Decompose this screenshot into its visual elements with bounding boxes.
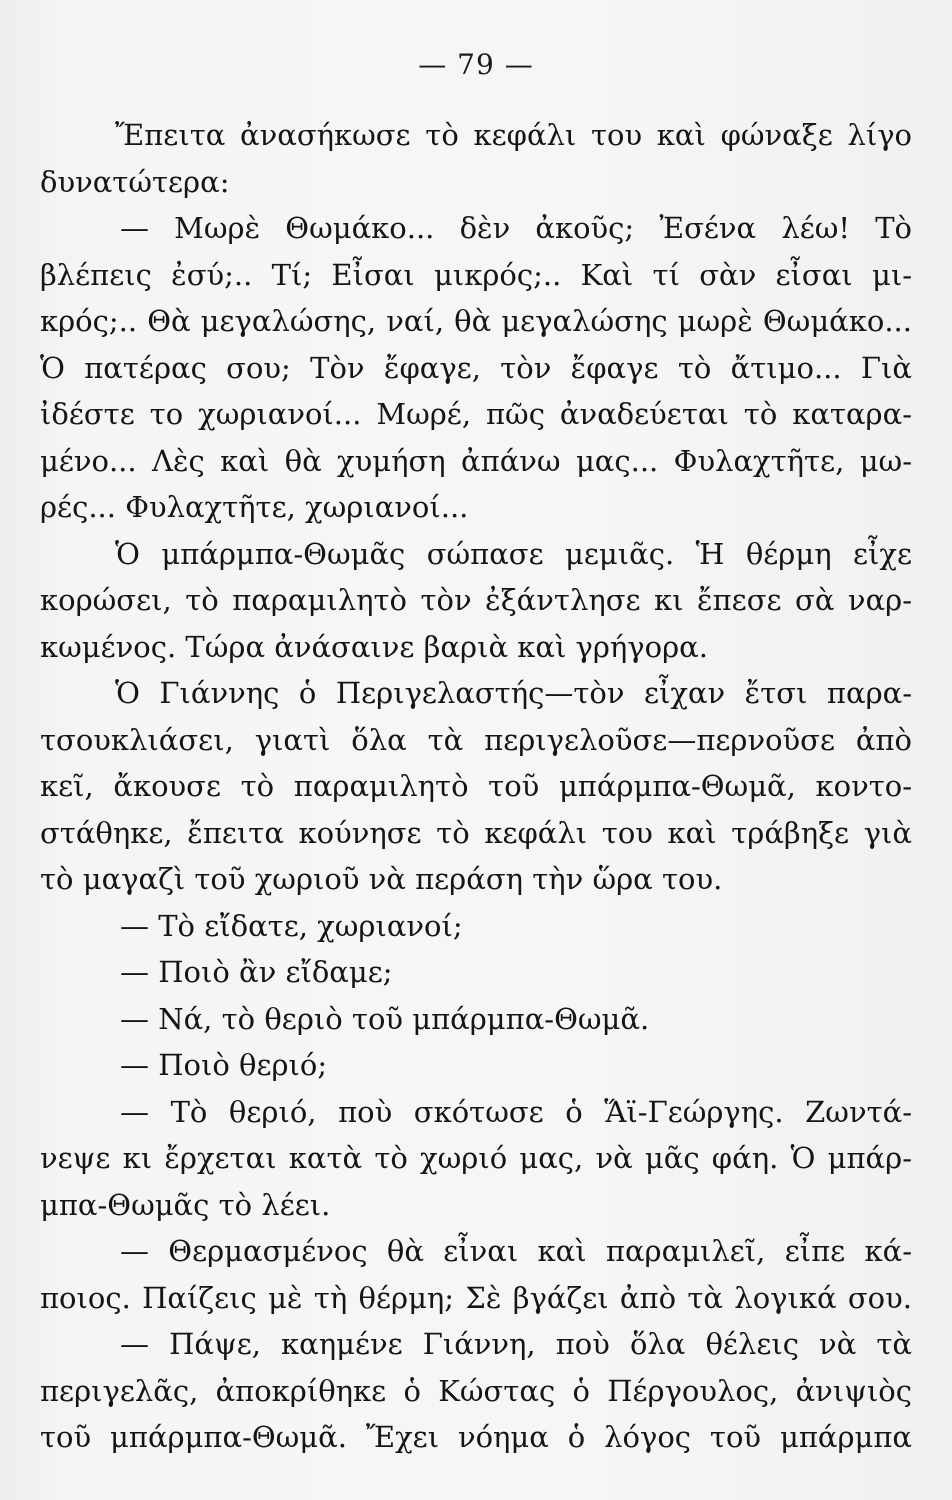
- text-line: κρός;.. Θὰ μεγαλώσης, ναί, θὰ μεγαλώσης μωρὲ Θωμάκο...: [40, 304, 912, 338]
- text-line: κορώσει, τὸ παραμιλητὸ τὸν ἐξάντλησε κι ἔπεσε σὰ ναρ-: [40, 583, 912, 617]
- text-line: — Τὸ θεριό, ποὺ σκότωσε ὁ Ἅϊ-Γεώργης. Ζωντά-: [120, 1094, 912, 1129]
- page-number: — 79 —: [418, 48, 534, 81]
- text-line: τσουκλιάσει, γιατὶ ὅλα τὰ περιγελοῦσε—περνοῦσε ἀπὸ: [40, 722, 912, 757]
- text-line: — Ποιὸ ἂν εἴδαμε;: [120, 955, 393, 989]
- text-line: ποιος. Παίζεις μὲ τὴ θέρμη; Σὲ βγάζει ἀπὸ τὰ λογικά σου.: [40, 1280, 912, 1315]
- text-line: περιγελᾶς, ἀποκρίθηκε ὁ Κώστας ὁ Πέργουλος, ἀνιψιὸς: [40, 1373, 912, 1408]
- text-line: στάθηκε, ἔπειτα κούνησε τὸ κεφάλι του καὶ τράβηξε γιὰ: [40, 815, 912, 850]
- text-line: Ὁ Γιάννης ὁ Περιγελαστής—τὸν εἶχαν ἔτσι παρα-: [115, 676, 912, 710]
- text-line: βλέπεις ἐσύ;.. Τί; Εἶσαι μικρός;.. Καὶ τί σὰν εἶσαι μι-: [40, 257, 912, 292]
- text-line: μπα-Θωμᾶς τὸ λέει.: [40, 1187, 331, 1222]
- text-line: — Ποιὸ θεριό;: [120, 1048, 328, 1082]
- text-line: — Μωρὲ Θωμάκο... δὲν ἀκοῦς; Ἐσένα λέω! Τὸ: [120, 211, 912, 245]
- body-text: [40, 112, 912, 1461]
- text-line: Ἔπειτα ἀνασήκωσε τὸ κεφάλι του καὶ φώναξε λίγο: [115, 118, 912, 152]
- text-line: — Πάψε, καημένε Γιάννη, ποὺ ὅλα θέλεις νὰ τὰ: [120, 1327, 912, 1361]
- text-line: μένο... Λὲς καὶ θὰ χυμήση ἀπάνω μας... Φυλαχτῆτε, μω-: [40, 443, 912, 478]
- text-line: — Θερμασμένος θὰ εἶναι καὶ παραμιλεῖ, εἶπε κά-: [120, 1234, 912, 1268]
- text-line: Ὁ μπάρμπα-Θωμᾶς σώπασε μεμιᾶς. Ἡ θέρμη εἶχε: [115, 536, 912, 571]
- text-line: κεῖ, ἄκουσε τὸ παραμιλητὸ τοῦ μπάρμπα-Θωμᾶ, κοντο-: [40, 769, 912, 803]
- text-line: — Τὸ εἴδατε, χωριανοί;: [120, 908, 463, 943]
- text-line: νεψε κι ἔρχεται κατὰ τὸ χωριό μας, νὰ μᾶς φάη. Ὁ μπάρ-: [40, 1141, 912, 1175]
- text-line: ρές... Φυλαχτῆτε, χωριανοί...: [40, 490, 469, 524]
- text-line: κωμένος. Τώρα ἀνάσαινε βαριὰ καὶ γρήγορα.: [40, 629, 708, 664]
- text-line: Ὁ πατέρας σου; Τὸν ἔφαγε, τὸν ἔφαγε τὸ ἄτιμο... Γιὰ: [40, 350, 912, 385]
- text-line: τὸ μαγαζὶ τοῦ χωριοῦ νὰ περάση τὴν ὥρα του.: [40, 862, 723, 896]
- text-line: — Νά, τὸ θεριὸ τοῦ μπάρμπα-Θωμᾶ.: [120, 1001, 650, 1036]
- text-line: δυνατώτερα:: [40, 164, 230, 199]
- text-line: ἰδέστε το χωριανοί... Μωρέ, πῶς ἀναδεύεται τὸ καταρα-: [40, 397, 912, 431]
- text-line: τοῦ μπάρμπα-Θωμᾶ. Ἔχει νόημα ὁ λόγος τοῦ μπάρμπα: [40, 1420, 912, 1454]
